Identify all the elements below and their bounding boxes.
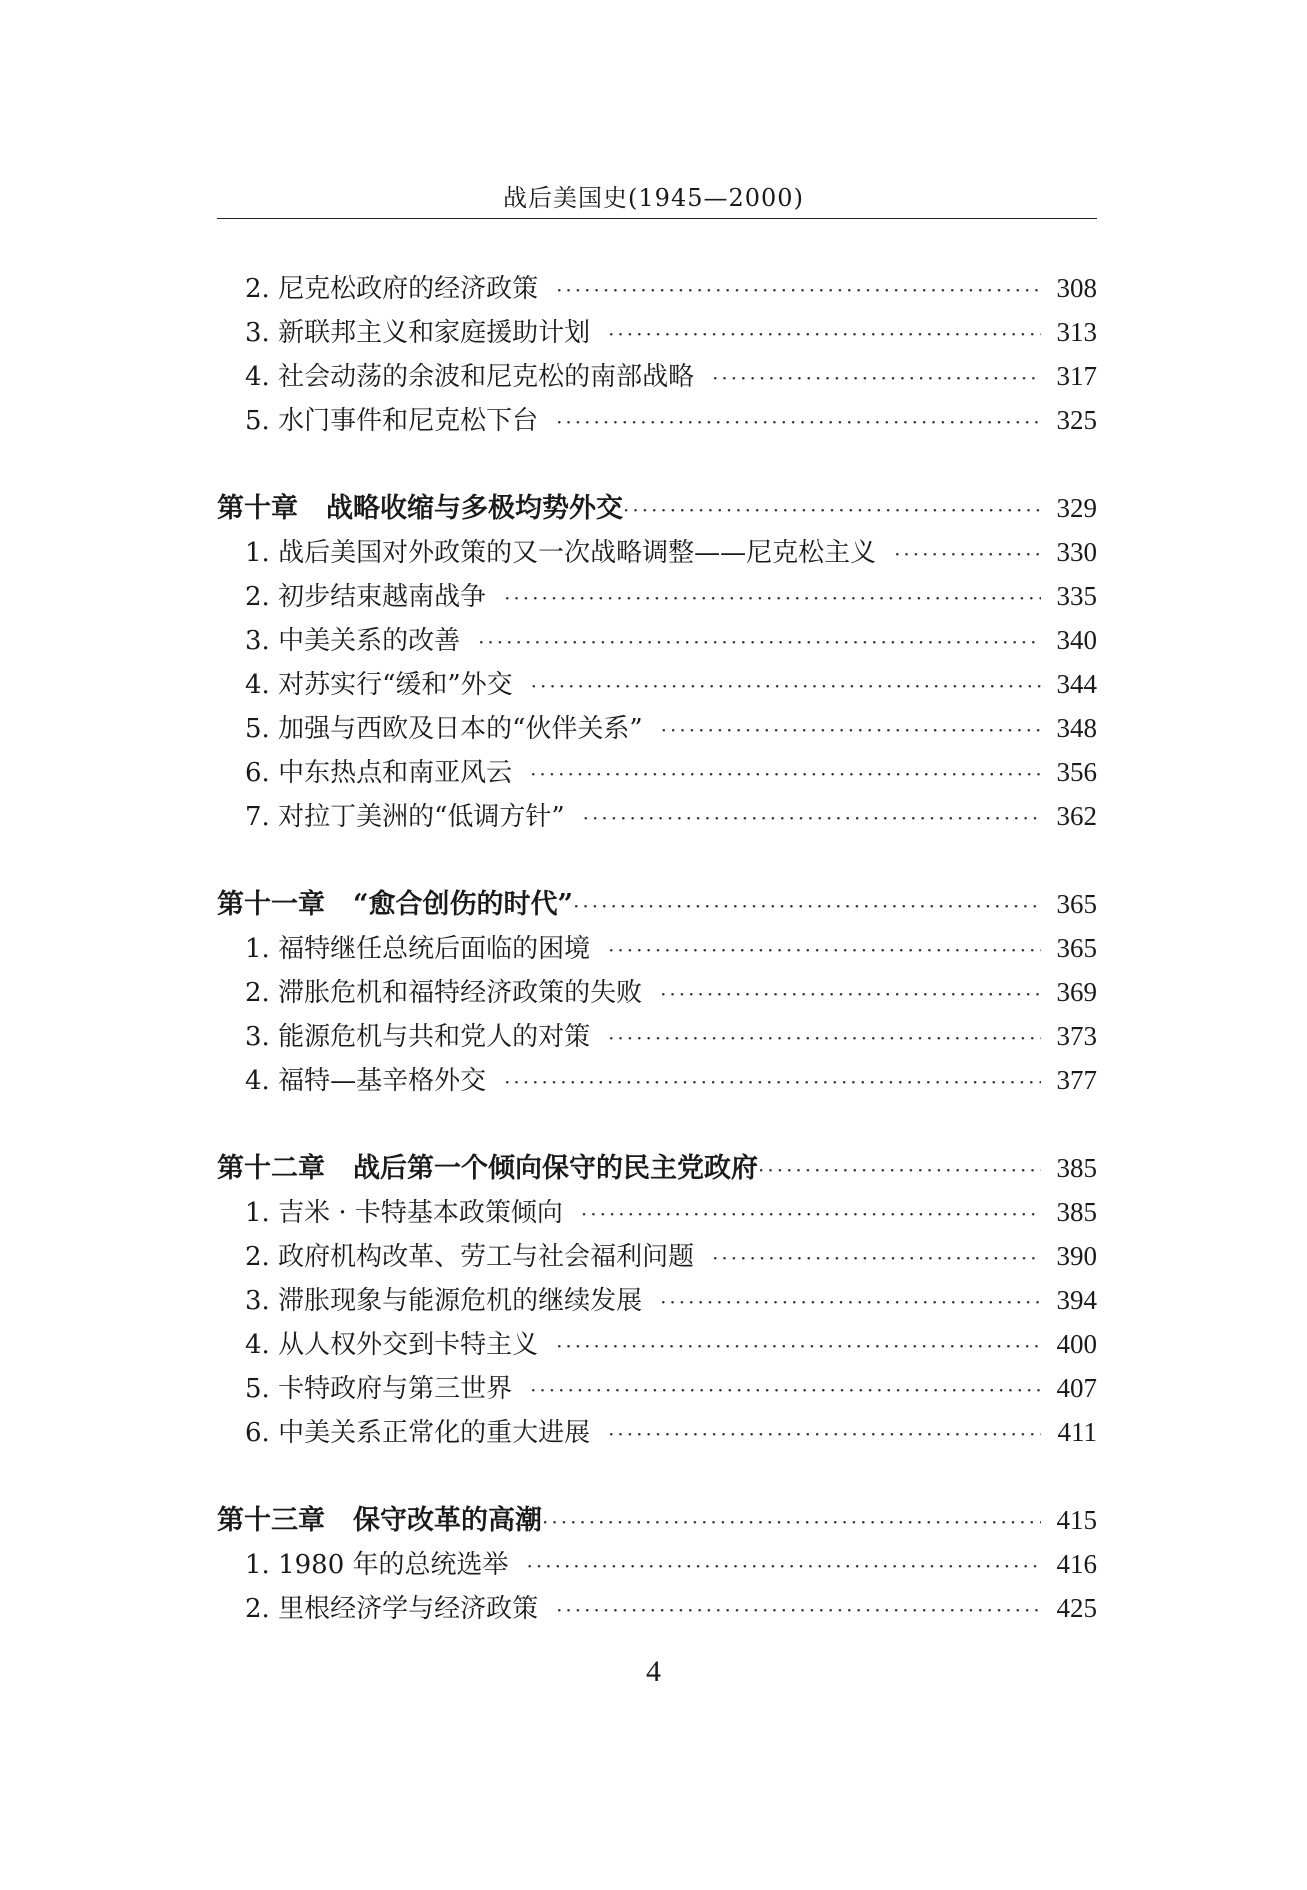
leader-dots (894, 532, 1041, 576)
toc-section-entry[interactable] (217, 310, 1097, 354)
section-title: 4. 对苏实行“缓和”外交 (245, 670, 513, 700)
section-title: 6. 中东热点和南亚风云 (245, 758, 513, 788)
section-page-number: 369 (1056, 977, 1097, 1007)
toc-section-entry[interactable] (217, 1014, 1097, 1058)
toc-section-entry[interactable] (217, 662, 1097, 706)
toc-section-entry[interactable] (217, 574, 1097, 618)
section-title: 4. 从人权外交到卡特主义 (245, 1330, 539, 1360)
section-page-number: 411 (1057, 1417, 1097, 1447)
section-page-number: 407 (1056, 1373, 1097, 1403)
chapter-number: 第十二章 (217, 1153, 325, 1184)
leader-dots (660, 972, 1041, 1016)
section-title: 3. 新联邦主义和家庭援助计划 (245, 318, 591, 348)
leader-dots (758, 1148, 1041, 1192)
section-title: 4. 社会动荡的余波和尼克松的南部战略 (245, 362, 695, 392)
chapter-title: 保守改革的高潮 (353, 1505, 542, 1536)
section-page-number: 365 (1056, 933, 1097, 963)
section-page-number: 313 (1056, 317, 1097, 347)
section-title: 2. 初步结束越南战争 (245, 582, 487, 612)
leader-dots (583, 796, 1041, 840)
leader-dots (556, 268, 1041, 312)
leader-dots (581, 1192, 1041, 1236)
toc-chapter-entry[interactable] (217, 1146, 1097, 1190)
toc-section-entry[interactable] (217, 266, 1097, 310)
toc-section-entry[interactable] (217, 1586, 1097, 1630)
section-title: 2. 滞胀危机和福特经济政策的失败 (245, 978, 643, 1008)
spacer (217, 1102, 1097, 1146)
spacer (217, 838, 1097, 882)
chapter-number: 第十一章 (217, 889, 325, 920)
chapter-title: 战略收缩与多极均势外交 (326, 493, 623, 524)
leader-dots (608, 928, 1041, 972)
leader-dots (556, 400, 1041, 444)
leader-dots (478, 620, 1041, 664)
spacer (217, 1454, 1097, 1498)
section-title: 4. 福特—基辛格外交 (245, 1066, 487, 1096)
toc-section-entry[interactable] (217, 1366, 1097, 1410)
section-page-number: 356 (1056, 757, 1097, 787)
toc-section-entry[interactable] (217, 1542, 1097, 1586)
section-page-number: 373 (1056, 1021, 1097, 1051)
section-title: 5. 卡特政府与第三世界 (245, 1374, 513, 1404)
section-page-number: 425 (1056, 1593, 1097, 1623)
leader-dots (712, 356, 1041, 400)
toc-section-entry[interactable] (217, 1190, 1097, 1234)
leader-dots (542, 1500, 1041, 1544)
section-title: 7. 对拉丁美洲的“低调方针” (245, 802, 565, 832)
toc-chapter-entry[interactable] (217, 486, 1097, 530)
section-title: 2. 政府机构改革、劳工与社会福利问题 (245, 1242, 695, 1272)
section-page-number: 317 (1056, 361, 1097, 391)
section-title: 3. 能源危机与共和党人的对策 (245, 1022, 591, 1052)
leader-dots (608, 312, 1041, 356)
section-page-number: 385 (1056, 1197, 1097, 1227)
section-title: 1. 福特继任总统后面临的困境 (245, 934, 591, 964)
leader-dots (608, 1412, 1041, 1456)
section-title: 5. 水门事件和尼克松下台 (245, 406, 539, 436)
section-title: 1. 1980 年的总统选举 (245, 1550, 509, 1580)
toc-section-entry[interactable] (217, 1058, 1097, 1102)
running-header-title: 战后美国史(1945—2000) (503, 184, 804, 212)
chapter-page-number: 329 (1056, 493, 1097, 523)
leader-dots (556, 1588, 1041, 1632)
section-title: 5. 加强与西欧及日本的“伙伴关系” (245, 714, 643, 744)
section-title: 1. 战后美国对外政策的又一次战略调整——尼克松主义 (245, 538, 877, 568)
leader-dots (504, 576, 1041, 620)
toc-section-entry[interactable] (217, 530, 1097, 574)
toc-chapter-entry[interactable] (217, 882, 1097, 926)
leader-dots (530, 752, 1041, 796)
section-page-number: 362 (1056, 801, 1097, 831)
section-title: 6. 中美关系正常化的重大进展 (245, 1418, 591, 1448)
section-title: 1. 吉米 · 卡特基本政策倾向 (245, 1198, 563, 1228)
toc-section-entry[interactable] (217, 354, 1097, 398)
leader-dots (608, 1016, 1041, 1060)
section-page-number: 344 (1056, 669, 1097, 699)
leader-dots (660, 1280, 1041, 1324)
leader-dots (661, 708, 1041, 752)
toc-section-entry[interactable] (217, 1278, 1097, 1322)
leader-dots (504, 1060, 1041, 1104)
chapter-number: 第十章 (217, 493, 298, 524)
chapter-page-number: 385 (1056, 1153, 1097, 1183)
section-page-number: 308 (1056, 273, 1097, 303)
section-title: 3. 中美关系的改善 (245, 626, 461, 656)
toc-section-entry[interactable] (217, 926, 1097, 970)
toc-chapter-entry[interactable] (217, 1498, 1097, 1542)
section-title: 2. 尼克松政府的经济政策 (245, 274, 539, 304)
section-page-number: 330 (1056, 537, 1097, 567)
header-rule (217, 218, 1097, 219)
spacer (217, 442, 1097, 486)
toc-section-entry[interactable] (217, 1234, 1097, 1278)
section-page-number: 394 (1056, 1285, 1097, 1315)
toc-section-entry[interactable] (217, 750, 1097, 794)
leader-dots (573, 884, 1041, 928)
chapter-page-number: 415 (1056, 1505, 1097, 1535)
toc-section-entry[interactable] (217, 398, 1097, 442)
section-page-number: 340 (1056, 625, 1097, 655)
section-title: 3. 滞胀现象与能源危机的继续发展 (245, 1286, 643, 1316)
toc-section-entry[interactable] (217, 970, 1097, 1014)
section-title: 2. 里根经济学与经济政策 (245, 1594, 539, 1624)
chapter-title: 战后第一个倾向保守的民主党政府 (353, 1153, 758, 1184)
chapter-number: 第十三章 (217, 1505, 325, 1536)
leader-dots (556, 1324, 1041, 1368)
page-number: 4 (646, 1655, 661, 1688)
section-page-number: 325 (1056, 405, 1097, 435)
section-page-number: 377 (1056, 1065, 1097, 1095)
leader-dots (527, 1544, 1041, 1588)
toc-section-entry[interactable] (217, 794, 1097, 838)
table-of-contents (217, 266, 1097, 1630)
toc-section-entry[interactable] (217, 618, 1097, 662)
leader-dots (623, 488, 1041, 532)
chapter-page-number: 365 (1056, 889, 1097, 919)
toc-section-entry[interactable] (217, 706, 1097, 750)
leader-dots (530, 1368, 1041, 1412)
leader-dots (531, 664, 1041, 708)
section-page-number: 335 (1056, 581, 1097, 611)
chapter-title: “愈合创伤的时代” (353, 889, 574, 920)
section-page-number: 390 (1056, 1241, 1097, 1271)
leader-dots (712, 1236, 1041, 1280)
section-page-number: 400 (1056, 1329, 1097, 1359)
section-page-number: 348 (1056, 713, 1097, 743)
section-page-number: 416 (1056, 1549, 1097, 1579)
toc-section-entry[interactable] (217, 1322, 1097, 1366)
toc-section-entry[interactable] (217, 1410, 1097, 1454)
